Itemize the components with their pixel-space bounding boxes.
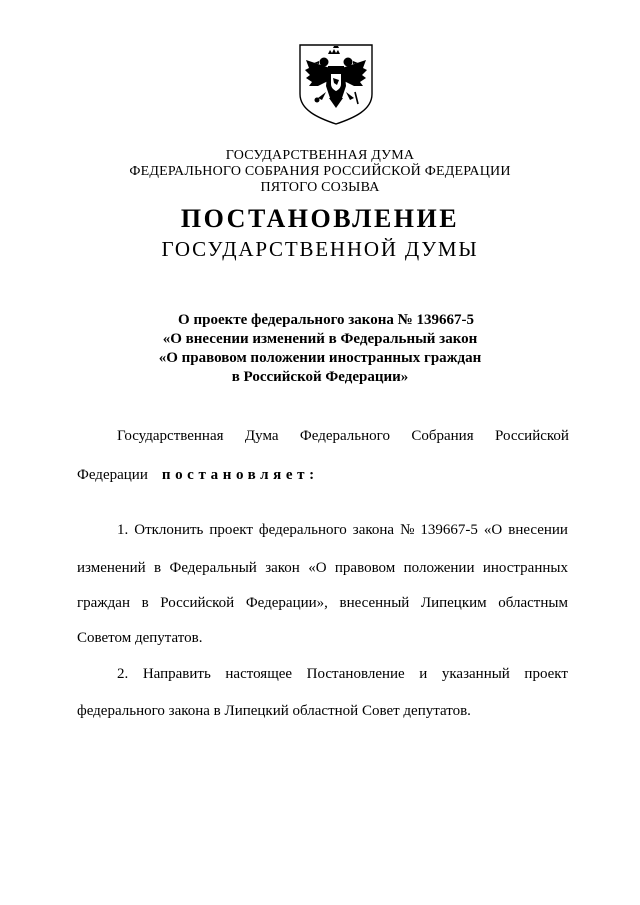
header-line-convocation: ПЯТОГО СОЗЫВА <box>260 180 380 195</box>
item-word: настоящее <box>225 666 293 682</box>
preamble-word: Российской <box>495 428 569 444</box>
document-subtitle: ГОСУДАРСТВЕННОЙ ДУМЫ <box>161 237 479 261</box>
header-line-duma: ГОСУДАРСТВЕННАЯ ДУМА <box>225 148 415 163</box>
item-word: внесенный <box>339 595 410 611</box>
subject-line: О проекте федерального закона № 139667-5 <box>178 312 474 328</box>
preamble-line <box>77 467 319 484</box>
preamble-continuation: Федерации <box>77 467 148 483</box>
item-word: внесении <box>508 522 568 538</box>
item-word: и <box>419 666 428 682</box>
item-word: граждан <box>77 595 130 611</box>
preamble-word: Государственная <box>117 428 224 444</box>
item-number: 2. <box>117 666 129 682</box>
item-word: положении <box>403 560 475 576</box>
item-number: 1. <box>117 522 129 538</box>
item-word: проект <box>209 522 253 538</box>
item-word: Отклонить <box>134 522 204 538</box>
subject-line: «О внесении изменений в Федеральный закон <box>162 331 478 347</box>
preamble-word: Федерального <box>299 428 390 444</box>
item-word: правовом <box>334 560 396 576</box>
preamble-word: Дума <box>244 428 279 444</box>
item-word: в <box>141 595 149 611</box>
item1-line <box>77 560 568 577</box>
subject-block <box>0 311 640 387</box>
item-word: Федерации», <box>245 595 328 611</box>
header-line-assembly: ФЕДЕРАЛЬНОГО СОБРАНИЯ РОССИЙСКОЙ ФЕДЕРАЦИИ <box>129 164 511 179</box>
decree-word: постановляет: <box>161 467 319 483</box>
issuer-header <box>0 148 640 196</box>
coat-of-arms-icon <box>296 42 376 126</box>
item-word: «О <box>308 560 327 576</box>
item-word: Постановление <box>306 666 405 682</box>
item1-line: Советом депутатов. <box>77 630 203 646</box>
item-word: Федеральный <box>169 560 257 576</box>
item-word: закон <box>265 560 300 576</box>
preamble-line <box>117 428 569 445</box>
item-word: 139667-5 <box>420 522 478 538</box>
item1-line <box>77 595 568 612</box>
item1-line <box>117 522 568 539</box>
item-word: проект <box>524 666 568 682</box>
item-word: Российской <box>160 595 235 611</box>
item-word: «О <box>483 522 503 538</box>
preamble-word: Собрания <box>411 428 474 444</box>
item-word: федерального <box>258 522 347 538</box>
item-word: иностранных <box>482 560 568 576</box>
item-word: № <box>400 522 415 538</box>
item2-line: федерального закона в Липецкий областной Совет депутатов. <box>77 703 471 719</box>
item2-line <box>117 666 568 683</box>
item-word: Липецким <box>420 595 487 611</box>
item-word: изменений <box>77 560 146 576</box>
subject-line: в Российской Федерации» <box>231 369 409 385</box>
item-word: указанный <box>441 666 510 682</box>
item-word: областным <box>498 595 568 611</box>
subject-line: «О правовом положении иностранных граждан <box>158 350 482 366</box>
item-word: закона <box>352 522 395 538</box>
item-word: в <box>154 560 162 576</box>
document-title: ПОСТАНОВЛЕНИЕ <box>180 204 460 233</box>
item-word: Направить <box>142 666 211 682</box>
